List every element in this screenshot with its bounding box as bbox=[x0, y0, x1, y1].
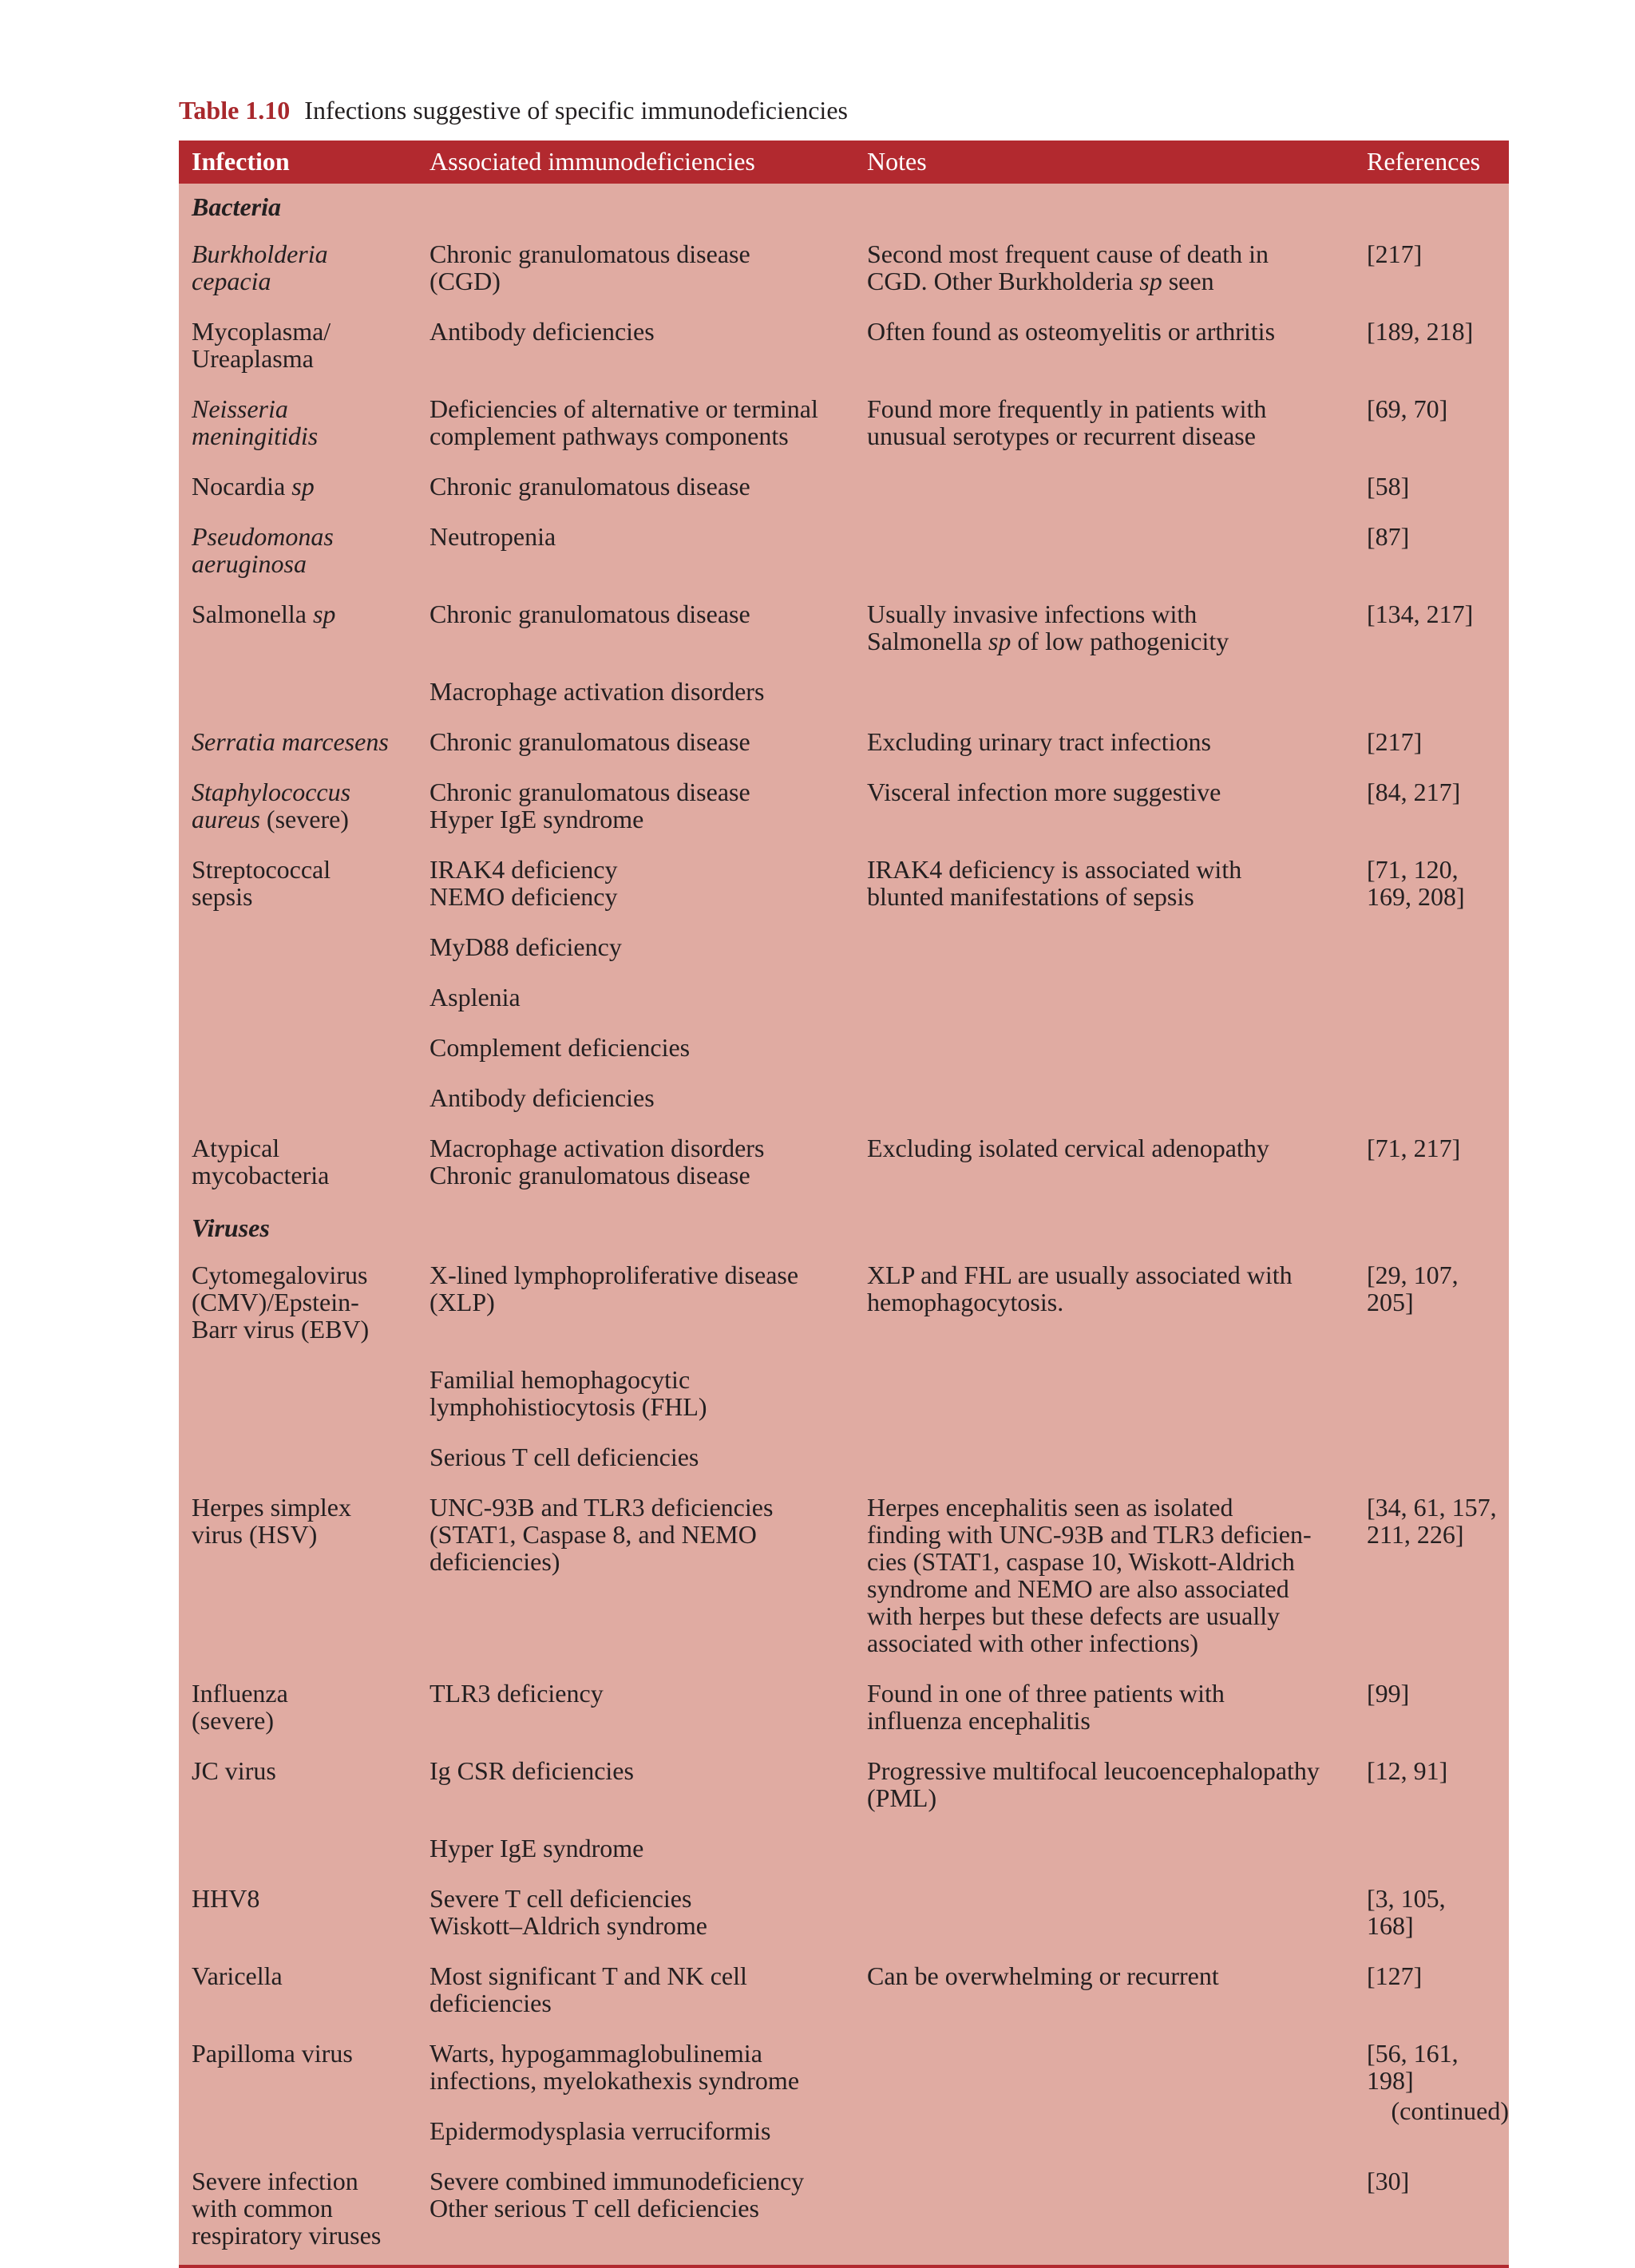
cell-notes bbox=[854, 1878, 1354, 1955]
table-row bbox=[179, 1750, 1509, 1827]
table-row bbox=[179, 388, 1509, 465]
cell-infection bbox=[179, 1359, 417, 1436]
table-row bbox=[179, 1486, 1509, 1672]
cell-associated-immunodeficiencies: TLR3 deficiency bbox=[430, 1679, 604, 1708]
cell-associated-immunodeficiencies: Most significant T and NK cell deficiencies bbox=[430, 1961, 747, 2017]
cell-notes: Excluding urinary tract infections bbox=[867, 727, 1211, 756]
header-references: References bbox=[1354, 141, 1509, 184]
cell-references: [58] bbox=[1367, 472, 1410, 501]
cell-associated-immunodeficiencies: Asplenia bbox=[430, 983, 521, 1011]
cell-associated-immunodeficiencies: Chronic granulomatous disease bbox=[430, 600, 750, 628]
cell-references: [217] bbox=[1367, 727, 1423, 756]
cell-associated-immunodeficiencies: Severe combined immunodeficiency Other serious T cell deficiencies bbox=[430, 2167, 805, 2222]
section-row-viruses bbox=[179, 1205, 1509, 1254]
cell-notes bbox=[854, 2160, 1354, 2265]
table-row bbox=[179, 1254, 1509, 1359]
cell-associated-immunodeficiencies: Macrophage activation disorders Chronic granulomatous disease bbox=[430, 1134, 765, 1189]
cell-infection: Staphylococcus aureus (severe) bbox=[192, 778, 351, 833]
table-row bbox=[179, 849, 1509, 926]
cell-associated-immunodeficiencies: IRAK4 deficiency NEMO deficiency bbox=[430, 855, 618, 911]
cell-notes: Excluding isolated cervical adenopathy bbox=[867, 1134, 1269, 1162]
cell-notes bbox=[854, 465, 1354, 516]
cell-references: [189, 218] bbox=[1367, 317, 1474, 346]
cell-references: [71, 120, 169, 208] bbox=[1367, 855, 1465, 911]
cell-notes: Second most frequent cause of death in CGD. Other Burkholderia sp seen bbox=[867, 239, 1269, 295]
cell-references bbox=[1354, 1077, 1509, 1127]
cell-associated-immunodeficiencies: Chronic granulomatous disease Hyper IgE syndrome bbox=[430, 778, 750, 833]
cell-notes bbox=[854, 976, 1354, 1027]
cell-infection: Atypical mycobacteria bbox=[192, 1134, 330, 1189]
table-row bbox=[179, 1077, 1509, 1127]
cell-associated-immunodeficiencies: Ig CSR deficiencies bbox=[430, 1756, 634, 1785]
table-row bbox=[179, 1436, 1509, 1486]
cell-notes bbox=[854, 1077, 1354, 1127]
cell-references bbox=[1354, 1436, 1509, 1486]
cell-infection bbox=[179, 671, 417, 721]
cell-associated-immunodeficiencies: Macrophage activation disorders bbox=[430, 677, 765, 706]
cell-notes bbox=[854, 671, 1354, 721]
cell-notes bbox=[854, 2032, 1354, 2110]
continued-note: (continued) bbox=[1391, 2096, 1509, 2125]
table-row bbox=[179, 926, 1509, 976]
cell-notes: Progressive multifocal leucoencephalopathy (PML) bbox=[867, 1756, 1320, 1812]
cell-associated-immunodeficiencies: UNC-93B and TLR3 deficiencies (STAT1, Caspase 8, and NEMO deficiencies) bbox=[430, 1493, 774, 1576]
cell-notes bbox=[854, 1436, 1354, 1486]
cell-infection: Burkholderia cepacia bbox=[192, 239, 328, 295]
cell-references: [34, 61, 157, 211, 226] bbox=[1367, 1493, 1497, 1549]
cell-associated-immunodeficiencies: Chronic granulomatous disease (CGD) bbox=[430, 239, 750, 295]
cell-infection bbox=[179, 1436, 417, 1486]
cell-notes: Found in one of three patients with influenza encephalitis bbox=[867, 1679, 1225, 1735]
cell-associated-immunodeficiencies: Epidermodysplasia verruciformis bbox=[430, 2116, 771, 2145]
cell-references bbox=[1354, 1827, 1509, 1878]
infections-table bbox=[179, 141, 1509, 2268]
table-caption bbox=[179, 94, 848, 126]
cell-infection: Streptococcal sepsis bbox=[192, 855, 331, 911]
cell-infection: Mycoplasma/ Ureaplasma bbox=[192, 317, 331, 373]
cell-notes: Usually invasive infections with Salmonella sp of low pathogenicity bbox=[867, 600, 1229, 655]
cell-notes: Visceral infection more suggestive bbox=[867, 778, 1221, 806]
cell-references bbox=[1354, 1359, 1509, 1436]
table-row bbox=[179, 1359, 1509, 1436]
table-row bbox=[179, 771, 1509, 849]
cell-infection: Influenza (severe) bbox=[192, 1679, 288, 1735]
cell-infection bbox=[179, 1027, 417, 1077]
table-row bbox=[179, 1955, 1509, 2032]
table-row bbox=[179, 2110, 1509, 2160]
cell-associated-immunodeficiencies: Neutropenia bbox=[430, 522, 556, 551]
table-title: Infections suggestive of specific immunodeficiencies bbox=[304, 96, 848, 125]
cell-infection: Papilloma virus bbox=[192, 2039, 353, 2068]
cell-references bbox=[1354, 926, 1509, 976]
cell-notes: IRAK4 deficiency is associated with blunted manifestations of sepsis bbox=[867, 855, 1242, 911]
cell-references: [217] bbox=[1367, 239, 1423, 268]
cell-infection bbox=[179, 976, 417, 1027]
header-associated-immunodeficiencies: Associated immunodeficiencies bbox=[417, 141, 854, 184]
table-row bbox=[179, 721, 1509, 771]
cell-notes: Found more frequently in patients with unusual serotypes or recurrent disease bbox=[867, 394, 1267, 450]
cell-associated-immunodeficiencies: Familial hemophagocytic lymphohistiocytosis (FHL) bbox=[430, 1365, 707, 1421]
cell-infection: HHV8 bbox=[192, 1884, 260, 1913]
cell-references: [56, 161, 198] bbox=[1367, 2039, 1459, 2095]
cell-infection bbox=[179, 1827, 417, 1878]
table-row bbox=[179, 465, 1509, 516]
table-row bbox=[179, 2160, 1509, 2265]
cell-associated-immunodeficiencies: Chronic granulomatous disease bbox=[430, 472, 750, 501]
cell-references: [127] bbox=[1367, 1961, 1423, 1990]
cell-infection: Herpes simplex virus (HSV) bbox=[192, 1493, 351, 1549]
table-row bbox=[179, 1027, 1509, 1077]
cell-references: [84, 217] bbox=[1367, 778, 1461, 806]
cell-associated-immunodeficiencies: Warts, hypogammaglobulinemia infections, myelokathexis syndrome bbox=[430, 2039, 800, 2095]
cell-notes bbox=[854, 1027, 1354, 1077]
table-row bbox=[179, 311, 1509, 388]
section-heading: Viruses bbox=[192, 1213, 270, 1242]
table-row bbox=[179, 516, 1509, 593]
cell-infection: Neisseria meningitidis bbox=[192, 394, 319, 450]
cell-infection: Cytomegalovirus (CMV)/Epstein- Barr virus (EBV) bbox=[192, 1261, 370, 1344]
cell-notes bbox=[854, 926, 1354, 976]
cell-infection: JC virus bbox=[192, 1756, 276, 1785]
cell-associated-immunodeficiencies: Antibody deficiencies bbox=[430, 1083, 655, 1112]
cell-infection: Severe infection with common respiratory viruses bbox=[192, 2167, 382, 2250]
cell-associated-immunodeficiencies: Deficiencies of alternative or terminal complement pathways components bbox=[430, 394, 818, 450]
cell-infection bbox=[179, 1077, 417, 1127]
cell-infection: Nocardia sp bbox=[192, 472, 315, 501]
table-row bbox=[179, 2032, 1509, 2110]
cell-notes: Often found as osteomyelitis or arthritis bbox=[867, 317, 1276, 346]
cell-associated-immunodeficiencies: Chronic granulomatous disease bbox=[430, 727, 750, 756]
cell-references: [69, 70] bbox=[1367, 394, 1448, 423]
cell-references bbox=[1354, 671, 1509, 721]
cell-references: [99] bbox=[1367, 1679, 1410, 1708]
cell-notes bbox=[854, 1827, 1354, 1878]
table-row bbox=[179, 976, 1509, 1027]
cell-notes: XLP and FHL are usually associated with hemophagocytosis. bbox=[867, 1261, 1293, 1316]
cell-notes bbox=[854, 516, 1354, 593]
cell-notes bbox=[854, 1359, 1354, 1436]
table-row bbox=[179, 1672, 1509, 1750]
cell-references: [71, 217] bbox=[1367, 1134, 1461, 1162]
cell-infection bbox=[179, 2110, 417, 2160]
table-row bbox=[179, 1827, 1509, 1878]
cell-associated-immunodeficiencies: Serious T cell deficiencies bbox=[430, 1443, 699, 1471]
table-row bbox=[179, 593, 1509, 671]
cell-references: [3, 105, 168] bbox=[1367, 1884, 1446, 1940]
table-body bbox=[179, 184, 1509, 2265]
header-notes: Notes bbox=[854, 141, 1354, 184]
cell-infection: Salmonella sp bbox=[192, 600, 336, 628]
cell-associated-immunodeficiencies: MyD88 deficiency bbox=[430, 932, 622, 961]
cell-infection bbox=[179, 926, 417, 976]
cell-notes: Herpes encephalitis seen as isolated finding with UNC-93B and TLR3 deficien- cies (STAT1, caspase 10, Wiskott-Aldrich syndrome and NEMO are also associated with herpes but these defects are usually associated with other infections) bbox=[867, 1493, 1312, 1657]
cell-references bbox=[1354, 976, 1509, 1027]
cell-associated-immunodeficiencies: Hyper IgE syndrome bbox=[430, 1834, 644, 1862]
cell-references: [12, 91] bbox=[1367, 1756, 1448, 1785]
table-header bbox=[179, 141, 1509, 184]
cell-associated-immunodeficiencies: X-lined lymphoproliferative disease (XLP) bbox=[430, 1261, 799, 1316]
cell-infection: Varicella bbox=[192, 1961, 283, 1990]
table-row bbox=[179, 1878, 1509, 1955]
cell-associated-immunodeficiencies: Complement deficiencies bbox=[430, 1033, 691, 1062]
cell-infection: Serratia marcesens bbox=[192, 727, 389, 756]
cell-references: [30] bbox=[1367, 2167, 1410, 2195]
cell-references: [134, 217] bbox=[1367, 600, 1474, 628]
cell-notes bbox=[854, 2110, 1354, 2160]
cell-infection: Pseudomonas aeruginosa bbox=[192, 522, 334, 578]
table-row bbox=[179, 1127, 1509, 1205]
header-infection: Infection bbox=[179, 141, 417, 184]
table-row bbox=[179, 671, 1509, 721]
cell-notes: Can be overwhelming or recurrent bbox=[867, 1961, 1219, 1990]
cell-references bbox=[1354, 1027, 1509, 1077]
cell-references: [87] bbox=[1367, 522, 1410, 551]
cell-references: [29, 107, 205] bbox=[1367, 1261, 1459, 1316]
section-row-bacteria bbox=[179, 184, 1509, 233]
table-number: Table 1.10 bbox=[179, 96, 291, 125]
section-heading: Bacteria bbox=[192, 192, 281, 221]
cell-associated-immunodeficiencies: Severe T cell deficiencies Wiskott–Aldrich syndrome bbox=[430, 1884, 707, 1940]
cell-associated-immunodeficiencies: Antibody deficiencies bbox=[430, 317, 655, 346]
table-row bbox=[179, 233, 1509, 311]
